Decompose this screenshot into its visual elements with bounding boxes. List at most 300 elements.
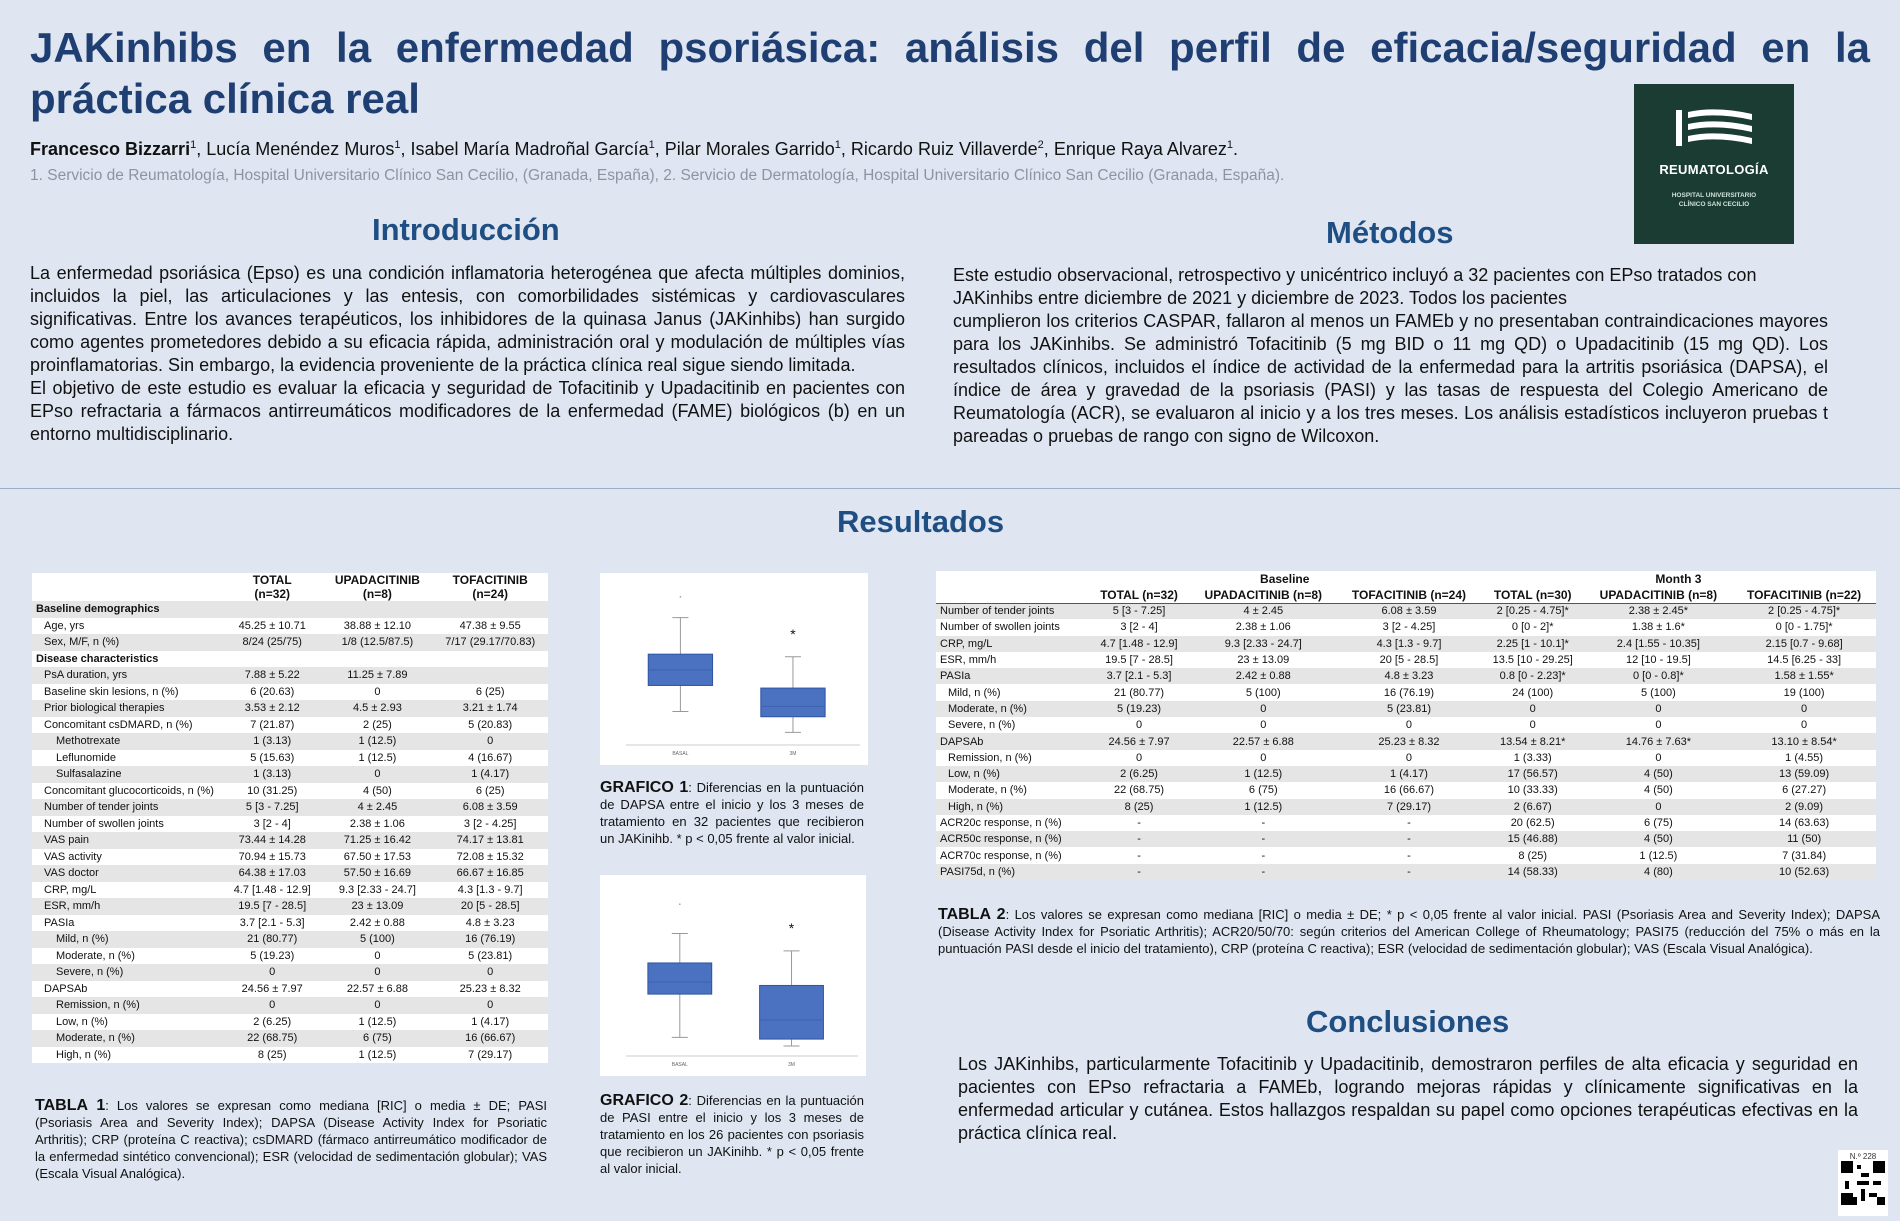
table-cell: 4.7 [1.48 - 12.9] [233,883,311,896]
table-cell: 19.5 [7 - 28.5] [1105,654,1173,667]
table-cell: 19 (100) [1783,686,1825,699]
column-header [936,571,1089,587]
table-cell: - [1189,864,1337,880]
row-label: ACR70c response, n (%) [940,849,1062,862]
table-cell: 2.4 [1.55 - 10.35] [1585,636,1733,652]
table-cell: 1 (3.13) [222,766,322,783]
author-list [30,139,1238,160]
table-row [936,799,1876,815]
column-header: TOTAL (n=30) [1481,587,1585,603]
table-cell [222,651,322,668]
table-cell: 1 (4.17) [471,1015,510,1028]
table-header-row [32,573,548,601]
table-row [32,601,548,618]
row-label: ESR, mm/h [32,898,222,915]
table-cell: 5 (20.83) [468,718,513,731]
table-cell: 16 (66.67) [432,1030,548,1047]
table-cell: 7/17 (29.17/70.83) [432,634,548,651]
table-cell: 4.8 ± 3.23 [1337,668,1481,684]
table-cell: 13.54 ± 8.21* [1481,733,1585,749]
table-cell: 6 (75) [322,1030,432,1047]
table-cell: 2 (6.25) [1089,766,1190,782]
significance-marker: * [788,919,795,936]
row-label: VAS activity [44,850,102,863]
table-cell: 24 (100) [1512,686,1554,699]
intro-paragraph-1: La enfermedad psoriásica (Epso) es una condición inflamatoria heterogénea que afecta múltiples dominios, incluidos la piel, las articulaciones y las entesis, con comorbilidades sistémicas y cardiovasculares significativas. Entre los avances terapéuticos, los inhibidores de la quinasa Janus (JAKinhibs) han surgido como agentes prometedores debido a su eficacia rápida, administración oral y modulación de múltiples vías proinflamatorias. Sin embargo, la evidencia proveniente de la práctica clínica real sigue siendo limitada. [30,263,905,375]
table-cell: 23 ± 13.09 [1237,654,1290,667]
chart-1-caption [600,779,864,847]
table-cell: 1 (4.55) [1785,751,1824,764]
table-cell: 1.38 ± 1.6* [1631,621,1685,634]
table-cell: 4 (50) [1585,831,1733,847]
row-label: Leflunomide [56,751,116,764]
table-cell: 4 (80) [1585,864,1733,880]
row-label: Age, yrs [44,619,85,632]
table-row [936,701,1876,717]
table-cell: - [1089,864,1190,880]
table-cell: 20 [5 - 28.5] [1379,654,1439,667]
table-cell: 1 (4.17) [1337,766,1481,782]
logo-subtitle-line2: CLÍNICO SAN CECILIO [1678,201,1750,208]
table-cell [432,601,548,618]
table-row [32,700,548,717]
row-label: High, n (%) [936,799,1089,815]
table-cell: 0 [1405,751,1413,764]
table-cell: 4 (50) [363,784,392,797]
x-tick-label: 3M [788,1062,795,1068]
table-row [32,733,548,750]
table-1-caption-text: : Los valores se expresan como mediana [RIC] o media ± DE; PASI (Psoriasis Area and Severity Index); DAPSA (Disease Activity Index for Psoriatic Arthritis); CRP (proteína C reactiva); csDMARD (fármaco antirreumático modificador de la enfermedad sintético convencional); ESR (velocidad de sedimentación globular); VAS (Escala Visual Analógica). [35,1098,548,1181]
table-2-evolution [936,571,1876,880]
table-row [32,1014,548,1031]
column-header [32,573,222,601]
table-row [32,816,548,833]
logo-subtitle-line1: HOSPITAL UNIVERSITARIO [1671,192,1757,199]
table-row [32,717,548,734]
table-cell [432,651,548,668]
table-cell: 10 (52.63) [1732,864,1876,880]
row-label: PASI75d, n (%) [936,864,1089,880]
table-cell [322,601,432,618]
significance-marker: * [790,625,796,642]
table-1-baseline [32,573,548,1063]
table-row [936,636,1876,652]
table-cell: 14.5 [6.25 - 33] [1767,654,1842,667]
x-tick-label: BASAL [672,751,689,757]
table-cell: 71.25 ± 16.42 [322,832,432,849]
table-cell: - [1137,817,1141,829]
table-cell: 0 [432,997,548,1014]
table-cell: 74.17 ± 13.81 [432,832,548,849]
row-label: DAPSAb [44,982,88,995]
table-cell: 22.57 ± 6.88 [1189,733,1337,749]
table-row [32,684,548,701]
row-label: Low, n (%) [936,766,1089,782]
table-cell: 2.38 ± 1.06 [349,817,405,830]
table-cell: 1/8 (12.5/87.5) [322,634,432,651]
methods-text [953,264,1828,448]
table-cell: 14 (63.63) [1779,817,1830,829]
logo-name: REUMATOLOGÍA [1659,162,1769,177]
table-cell: 13 (59.09) [1732,766,1876,782]
table-cell: - [1337,864,1481,880]
table-row [936,815,1876,831]
row-label: Disease characteristics [36,652,159,665]
table-row [936,668,1876,684]
table-cell: 4 ± 2.45 [322,799,432,816]
table-cell: 21 (80.77) [1113,686,1165,699]
table-cell [222,601,322,618]
row-label: Sex, M/F, n (%) [32,634,222,651]
table-cell: 12 [10 - 19.5] [1625,654,1691,667]
table-cell: - [1407,849,1411,862]
table-cell: 0 [1189,701,1337,717]
table-cell: - [1189,831,1337,847]
table-cell: 4.3 [1.3 - 9.7] [457,883,523,896]
methods-paragraph-1: Este estudio observacional, retrospectivo y unicéntrico incluyó a 32 pacientes con EPso tratados con JAKinhibs entre diciembre de 2021 y diciembre de 2023. Todos los pacientes [953,265,1757,308]
table-row [936,717,1876,733]
table-cell: 8 (25) [257,1048,287,1061]
table-row [32,634,548,651]
row-label: Low, n (%) [56,1015,108,1028]
table-cell: 23 ± 13.09 [322,898,432,915]
table-cell: 0 [322,766,432,783]
table-cell: 2.38 ± 2.45* [1585,603,1733,619]
x-tick-label: BASAL [671,1062,688,1068]
chart-2-caption-label: GRAFICO 2 [600,1092,689,1109]
table-cell: - [1261,817,1266,829]
table-cell: 0 [222,997,322,1014]
table-row [936,733,1876,749]
table-row [32,849,548,866]
table-cell: 7 (21.87) [250,718,295,731]
column-header: TOTAL (n=32) [1089,587,1190,603]
intro-text [30,262,905,446]
table-row [936,864,1876,880]
row-label: Number of tender joints [936,603,1089,619]
table-cell: 14 (58.33) [1481,864,1585,880]
group-header: Baseline [1260,572,1310,586]
table-cell: 0 [1732,701,1876,717]
table-row [936,652,1876,668]
table-cell: 0 [1260,751,1267,764]
table-row [936,847,1876,863]
intro-heading: Introducción [372,212,560,247]
table-cell: 5 (100) [322,931,432,948]
table-cell: 0 [0 - 2]* [1511,621,1554,634]
table-cell: 2 (6.67) [1481,799,1585,815]
table-1-caption [35,1097,547,1182]
author-name: Francesco Bizzarri$^1$, [30,139,207,159]
table-cell: 57.50 ± 16.69 [322,865,432,882]
row-label: PsA duration, yrs [32,667,222,684]
table-row [32,618,548,635]
conclusions-text: Los JAKinhibs, particularmente Tofacitinib y Upadacitinib, demostraron perfiles de alta eficacia y seguridad en pacientes con EPso refractaria a FAMEb, logrando mejoras rápidas y clínicamente significativas en la enfermedad articular y cutánea. Estos hallazgos respaldan su papel como opciones terapéuticas efectivas en la práctica clínica real. [958,1054,1858,1143]
row-label: High, n (%) [56,1048,112,1061]
group-header: Month 3 [1655,572,1702,586]
table-row [32,766,548,783]
row-label: CRP, mg/L [44,883,97,896]
table-cell: 7 (29.17) [468,1048,513,1061]
author-name: Lucía Menéndez Muros$^1$, [206,139,411,159]
box-3m [760,985,824,1039]
table-cell: 22.57 ± 6.88 [346,982,408,995]
conclusions-heading: Conclusiones [1306,1004,1510,1039]
table-cell: - [1407,817,1411,829]
author-name: Enrique Raya Alvarez$^1$. [1053,139,1239,159]
table-row [32,750,548,767]
table-1-caption-label: TABLA 1 [35,1097,106,1114]
table-row [32,1030,548,1047]
table-cell: 0 [1655,719,1662,732]
table-cell: 6 (27.27) [1782,784,1827,797]
table-cell: 1 (4.17) [432,766,548,783]
table-cell: 1 (12.5) [1189,799,1337,815]
table-row [32,783,548,800]
table-cell: 0.8 [0 - 2.23]* [1481,668,1585,684]
table-cell [322,651,432,668]
row-label: DAPSAb [936,733,1089,749]
table-cell: 21 (80.77) [222,931,322,948]
table-row [936,766,1876,782]
table-cell: 3.21 ± 1.74 [432,700,548,717]
table-cell: - [1137,849,1141,862]
table-cell: 2.38 ± 1.06 [1235,621,1291,634]
table-cell: 0 [432,964,548,981]
table-row [32,964,548,981]
row-label: PASIa [44,916,75,929]
table-cell: 6 (20.63) [250,685,295,698]
table-cell: 3.7 [2.1 - 5.3] [1089,668,1190,684]
author-name: Pilar Morales Garrido$^1$, [664,139,851,159]
table-cell: 7 (31.84) [1782,849,1827,862]
table-row [32,981,548,998]
table-cell [432,667,548,684]
table-cell: 6 (25) [475,685,505,698]
table-cell: 0 [1585,799,1733,815]
column-header: TOFACITINIB (n=22) [1732,587,1876,603]
table-cell: 8 (25) [1518,849,1548,862]
table-cell: 14.76 ± 7.63* [1585,733,1733,749]
table-cell: 0 [1801,719,1808,732]
table-cell: 0 [1585,701,1733,717]
row-label: ESR, mm/h [940,654,997,667]
table-cell: 72.08 ± 15.32 [456,850,524,863]
table-cell: 24.56 ± 7.97 [241,982,303,995]
column-header: TOTAL (n=32) [252,573,292,601]
table-cell: 0 [1655,751,1662,764]
author-name: Ricardo Ruiz Villaverde$^2$, [850,139,1054,159]
table-row [32,997,548,1014]
row-label: Severe, n (%) [948,719,1016,732]
row-label: Moderate, n (%) [56,949,135,962]
table-cell: 8 (25) [1089,799,1190,815]
table-cell: 4.5 ± 2.93 [322,700,432,717]
table-row [936,782,1876,798]
table-cell: 1.58 ± 1.55* [1732,668,1876,684]
table-cell: 3 [2 - 4] [253,817,291,830]
row-label: Remission, n (%) [948,751,1032,764]
qr-code-icon [1841,1161,1885,1205]
row-label: Concomitant csDMARD, n (%) [44,718,193,731]
box-3m [761,688,825,717]
table-header-row [936,587,1876,603]
table-2-caption [938,906,1880,957]
row-label: Mild, n (%) [32,931,222,948]
table-cell: 0 [1481,701,1585,717]
table-row [936,831,1876,847]
table-cell: 66.67 ± 16.85 [432,865,548,882]
table-cell: 10 (33.33) [1507,784,1558,797]
table-cell: 0 [322,964,432,981]
chart-2-caption-text: : Diferencias en la puntuación de PASI entre el inicio y los 3 meses de tratamiento en los 26 pacientes con psoriasis que recibieron un JAKinihb. * p < 0,05 frente al valor inicial. [600,1093,864,1176]
table-2-caption-label: TABLA 2 [938,906,1006,923]
x-tick-label: 3M [789,751,797,757]
intro-paragraph-2: El objetivo de este estudio es evaluar la eficacia y seguridad de Tofacitinib y Upadacitinib en pacientes con EPso refractaria a fármacos antirreumáticos modificadores de la enfermedad (FAME) biológicos (b) en un entorno multidisciplinario. [30,378,905,444]
table-cell: 6 (25) [475,784,505,797]
table-cell: 8/24 (25/75) [222,634,322,651]
table-cell: 2 (9.09) [1732,799,1876,815]
table-cell: 6.08 ± 3.59 [1337,603,1481,619]
table-cell: 13.10 ± 8.54* [1732,733,1876,749]
table-cell: 24.56 ± 7.97 [1089,733,1190,749]
column-header: UPADACITINIB (n=8) [334,573,420,601]
column-header: UPADACITINIB (n=8) [1189,587,1337,603]
table-cell: 5 (100) [1245,686,1281,699]
table-cell: 5 (100) [1640,686,1676,699]
table-cell: 0 [432,733,548,750]
table-row [32,667,548,684]
dapsa-boxplot [600,573,868,765]
table-cell: 16 (76.19) [1383,686,1435,699]
table-cell: 1 (12.5) [1639,849,1678,862]
methods-paragraph-2: cumplieron los criterios CASPAR, fallaron al menos un FAMEb y no presentaban contraindicaciones mayores para los JAKinhibs. Se administró Tofacitinib (5 mg BID o 11 mg QD) o Upadacitinib (15 mg QD). Los resultados clínicos, incluidos el índice de actividad de la enfermedad para la artritis psoriásica (DAPSA), el índice de área y gravedad de la psoriasis (PASI) y las tasas de respuesta del Colegio Americano de Reumatología (ACR), se evaluaron al inicio y a los tres meses. Los análisis estadísticos incluyeron pruebas t pareadas o pruebas de rango con signo de Wilcoxon. [953,311,1828,446]
table-cell: 20 (62.5) [1510,817,1555,829]
table-cell: 0 [1260,719,1267,732]
row-label: ACR20c response, n (%) [940,817,1062,829]
table-cell: 0 [222,964,322,981]
table-cell: 0 [0 - 1.75]* [1775,621,1833,634]
table-cell: 4.3 [1.3 - 9.7] [1337,636,1481,652]
table-cell: 0 [1135,719,1143,732]
row-label: Methotrexate [32,733,222,750]
row-label: Moderate, n (%) [948,784,1027,797]
table-cell: 1 (12.5) [358,1048,397,1061]
author-name: Isabel María Madroñal García$^1$, [410,139,665,159]
table-cell: - [1089,831,1190,847]
table-cell: 2 [0.25 - 4.75]* [1481,603,1585,619]
table-cell: 3.7 [2.1 - 5.3] [239,916,305,929]
table-cell: 1 (12.5) [358,1015,397,1028]
table-row [936,684,1876,700]
row-label: Baseline demographics [32,601,222,618]
table-cell: 6 (75) [1644,817,1673,829]
table-2-caption-text: : Los valores se expresan como mediana [RIC] o media ± DE; * p < 0,05 frente al valor inicial. PASI (Psoriasis Area and Severity Index); DAPSA (Disease Activity Index for Psoriatic Arthritis); ACR20/50/70: según criterios del American College of Rheumatology; PASI75 (reducción del 75% o más en la puntuación PASI desde el inicio del tratamiento), CRP (proteína C reactiva); ESR (velocidad de sedimentación globular); VAS (Escala Visual Analógica). [938,907,1880,956]
table-cell: 10 (31.25) [247,784,298,797]
row-label: Baseline skin lesions, n (%) [44,685,179,698]
table-cell: 2 (6.25) [253,1015,292,1028]
poster-title: JAKinhibs en la enfermedad psoriásica: análisis del perfil de eficacia/seguridad en la práctica clínica real [30,24,1870,122]
table-cell: 4 (50) [1585,766,1733,782]
table-row [32,651,548,668]
table-cell: 4.8 ± 3.23 [465,916,515,929]
box-basal [648,963,712,994]
table-cell: 22 (68.75) [1113,784,1165,797]
table-cell: 0 [1135,751,1143,764]
table-cell: 17 (56.57) [1481,766,1585,782]
table-cell: 2 [0.25 - 4.75]* [1732,603,1876,619]
table-row [936,750,1876,766]
table-row [32,915,548,932]
table-cell: 13.5 [10 - 29.25] [1492,654,1573,667]
table-cell: 25.23 ± 8.32 [1337,733,1481,749]
table-cell: 5 (23.81) [468,949,513,962]
row-label: CRP, mg/L [936,636,1089,652]
table-cell: - [1337,831,1481,847]
row-label: Moderate, n (%) [936,701,1089,717]
results-heading: Resultados [837,504,1005,539]
methods-heading: Métodos [1326,215,1454,250]
table-cell: 11.25 ± 7.89 [322,667,432,684]
row-label: PASIa [936,668,1089,684]
table-cell: 15 (46.88) [1481,831,1585,847]
row-label: Severe, n (%) [32,964,222,981]
table-cell: 0 [374,949,381,962]
affiliations: 1. Servicio de Reumatología, Hospital Universitario Clínico San Cecilio, (Granada, España), 2. Servicio de Dermatología, Hospital Universitario Clínico San Cecilio (Granada, España). [30,167,1285,184]
table-row [32,948,548,965]
table-cell: 4 (16.67) [468,751,513,764]
table-row [32,865,548,882]
table-cell: 16 (66.67) [1383,784,1435,797]
row-label: Mild, n (%) [948,686,1001,699]
pasi-boxplot [600,875,866,1076]
chart-1-caption-text: : Diferencias en la puntuación de DAPSA entre el inicio y los 3 meses de tratamiento en 32 pacientes que recibieron un JAKinihb. * p < 0,05 frente al valor inicial. [600,780,864,846]
row-label: Prior biological therapies [32,700,222,717]
box-outlier [679,903,681,905]
logo-subtitle [1672,191,1757,209]
table-cell: 5 (23.81) [1337,701,1481,717]
table-cell: 2.25 [1 - 10.1]* [1481,636,1585,652]
row-label: Number of swollen joints [940,621,1060,634]
table-cell: 22 (68.75) [222,1030,322,1047]
table-group-header-row [936,571,1876,587]
table-cell: 3.53 ± 2.12 [222,700,322,717]
table-row [32,832,548,849]
qr-code [1838,1150,1888,1216]
section-divider [0,488,1900,489]
chart-2-caption [600,1092,864,1177]
table-cell: 4.7 [1.48 - 12.9] [1089,636,1190,652]
table-row [32,882,548,899]
table-cell: 16 (76.19) [432,931,548,948]
table-cell: 0 [1405,719,1413,732]
column-header: TOFACITINIB (n=24) [1337,587,1481,603]
row-label: ACR50c response, n (%) [936,831,1089,847]
table-cell: 2.42 ± 0.88 [349,916,405,929]
table-cell: 5 [3 - 7.25] [1089,603,1190,619]
table-cell: 2.15 [0.7 - 9.68] [1732,636,1876,652]
table-cell: 2.42 ± 0.88 [1189,668,1337,684]
table-cell: 19.5 [7 - 28.5] [222,898,322,915]
table-row [32,931,548,948]
table-row [32,1047,548,1064]
reumatologia-logo-icon [1666,106,1762,150]
table-cell: 38.88 ± 12.10 [343,619,411,632]
table-cell: 6 (75) [1248,784,1278,797]
chart-1-caption-label: GRAFICO 1 [600,779,689,796]
table-cell: 3 [2 - 4.25] [463,817,517,830]
poster-number: N.º 228 [1849,1152,1877,1161]
